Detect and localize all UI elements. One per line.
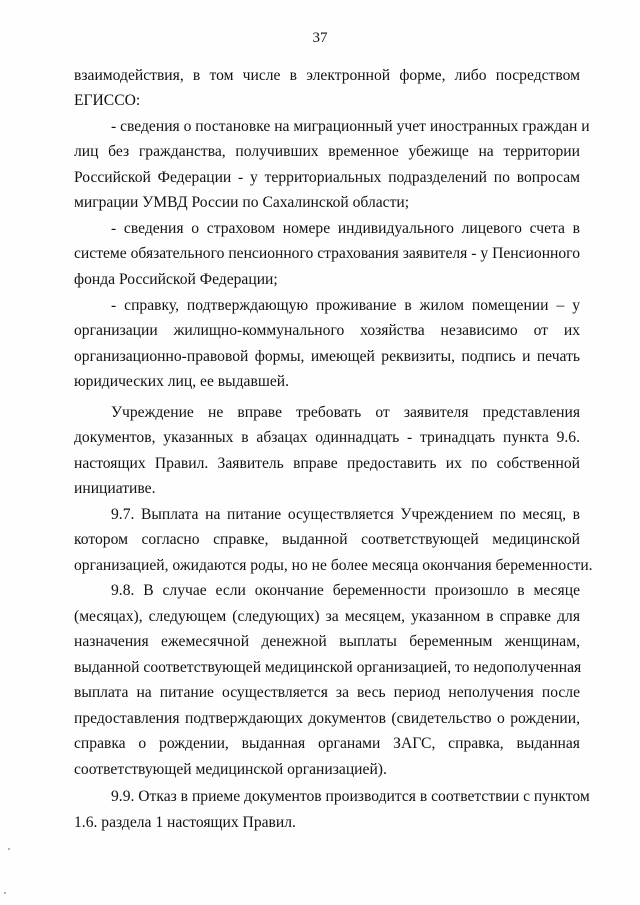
- text-line: - сведения о постановке на миграционный учет иностранных граждан и: [111, 118, 590, 135]
- text-line: системе обязательного пенсионного страхования заявителя - у Пенсионного: [74, 245, 580, 262]
- text-line: взаимодействия, в том числе в электронной форме, либо посредством: [74, 67, 580, 84]
- text-line: соответствующей медицинской организацией).: [74, 761, 387, 778]
- text-line: фонда Российской Федерации;: [74, 271, 278, 288]
- page-number: 37: [312, 30, 328, 46]
- text-line: ЕГИССО:: [74, 92, 141, 109]
- text-line: организации жилищно-коммунального хозяйства независимо от их: [74, 322, 580, 339]
- text-line: 9.7. Выплата на питание осуществляется Учреждением по месяц, в: [111, 506, 580, 523]
- text-line: миграции УМВД России по Сахалинской области;: [74, 194, 410, 211]
- text-line: справка о рождении, выданная органами ЗАГС, справка, выданная: [74, 735, 580, 752]
- text-line: котором согласно справке, выданной соответствующей медицинской: [74, 531, 580, 548]
- scan-speck: [8, 848, 10, 850]
- text-line: Российской Федерации - у территориальных подразделений по вопросам: [74, 169, 580, 186]
- text-line: настоящих Правил. Заявитель вправе предоставить их по собственной: [74, 455, 580, 472]
- scan-speck: [4, 892, 6, 894]
- text-line: организационно-правовой формы, имеющей реквизиты, подпись и печать: [74, 348, 580, 365]
- text-line: назначения ежемесячной денежной выплаты беременным женщинам,: [74, 633, 580, 650]
- text-line: организацией, ожидаются роды, но не более месяца окончания беременности.: [74, 557, 593, 574]
- text-line: - сведения о страховом номере индивидуального лицевого счета в: [111, 220, 580, 237]
- text-line: документов, указанных в абзацах одиннадцать - тринадцать пункта 9.6.: [74, 429, 580, 446]
- text-line: - справку, подтверждающую проживание в жилом помещении – у: [111, 297, 580, 314]
- text-line: лиц без гражданства, получивших временное убежище на территории: [74, 143, 580, 160]
- text-line: инициативе.: [74, 480, 156, 497]
- text-line: 9.9. Отказ в приеме документов производится в соответствии с пунктом: [111, 788, 590, 805]
- text-line: 9.8. В случае если окончание беременности произошло в месяце: [111, 582, 580, 599]
- text-line: предоставления подтверждающих документов (свидетельство о рождении,: [74, 710, 580, 727]
- text-line: юридических лиц, ее выдавшей.: [74, 373, 290, 390]
- text-line: 1.6. раздела 1 настоящих Правил.: [74, 814, 296, 831]
- text-line: выплата на питание осуществляется за весь период неполучения после: [74, 684, 580, 701]
- text-line: выданной соответствующей медицинской организацией, то недополученная: [74, 659, 582, 676]
- text-line: Учреждение не вправе требовать от заявителя представления: [111, 404, 580, 421]
- text-line: (месяцах), следующем (следующих) за месяцем, указанном в справке для: [74, 608, 580, 625]
